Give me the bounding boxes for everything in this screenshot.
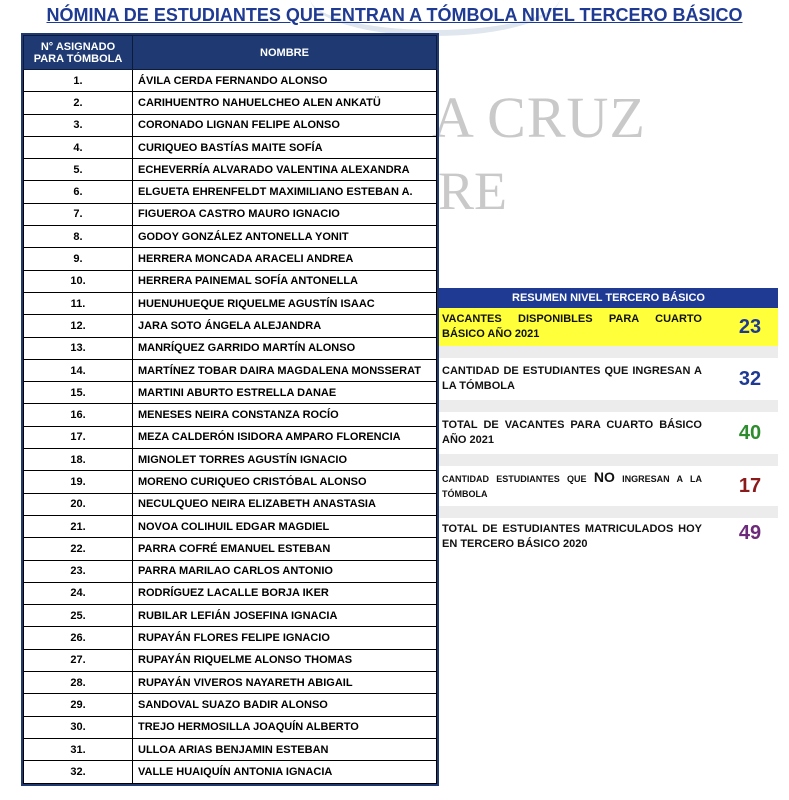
student-name: CORONADO LIGNAN FELIPE ALONSO <box>133 114 437 136</box>
student-name: RODRÍGUEZ LACALLE BORJA IKER <box>133 582 437 604</box>
row-number: 4. <box>24 136 133 158</box>
matriculados-value: 49 <box>738 522 762 544</box>
row-number: 8. <box>24 226 133 248</box>
student-name: MANRÍQUEZ GARRIDO MARTÍN ALONSO <box>133 337 437 359</box>
table-row <box>24 716 437 738</box>
student-name: SANDOVAL SUAZO BADIR ALONSO <box>133 694 437 716</box>
student-name: MENESES NEIRA CONSTANZA ROCÍO <box>133 404 437 426</box>
watermark-line-2: RE <box>438 161 508 221</box>
row-number: 29. <box>24 694 133 716</box>
student-name: PARRA MARILAO CARLOS ANTONIO <box>133 560 437 582</box>
row-number: 13. <box>24 337 133 359</box>
row-number: 18. <box>24 449 133 471</box>
ingresan-label: CANTIDAD DE ESTUDIANTES QUE INGRESAN A LA TÓMBOLA <box>442 365 702 392</box>
total-vacantes-label: TOTAL DE VACANTES PARA CUARTO BÁSICO AÑO 2021 <box>442 419 702 446</box>
vacantes-label: VACANTES DISPONIBLES PARA CUARTO BÁSICO AÑO 2021 <box>442 313 702 340</box>
row-number: 9. <box>24 248 133 270</box>
table-row <box>24 649 437 671</box>
table-row <box>24 92 437 114</box>
matriculados-label: TOTAL DE ESTUDIANTES MATRICULADOS HOY EN TERCERO BÁSICO 2020 <box>442 523 702 550</box>
table-row <box>24 226 437 248</box>
student-name: MARTINI ABURTO ESTRELLA DANAE <box>133 382 437 404</box>
student-name: MEZA CALDERÓN ISIDORA AMPARO FLORENCIA <box>133 426 437 448</box>
row-number: 23. <box>24 560 133 582</box>
table-row <box>24 515 437 537</box>
table-row <box>24 181 437 203</box>
student-name: MORENO CURIQUEO CRISTÓBAL ALONSO <box>133 471 437 493</box>
no-ingresan-label <box>439 470 702 502</box>
table-row <box>24 605 437 627</box>
row-number: 28. <box>24 672 133 694</box>
row-number: 15. <box>24 382 133 404</box>
student-name: VALLE HUAIQUÍN ANTONIA IGNACIA <box>133 761 437 783</box>
students-table <box>23 35 437 784</box>
row-number: 5. <box>24 159 133 181</box>
table-row <box>24 694 437 716</box>
student-name: TREJO HERMOSILLA JOAQUÍN ALBERTO <box>133 716 437 738</box>
summary-row-total-vacantes <box>439 412 778 454</box>
student-name: RUPAYÁN RIQUELME ALONSO THOMAS <box>133 649 437 671</box>
row-number: 1. <box>24 70 133 92</box>
student-name: MIGNOLET TORRES AGUSTÍN IGNACIO <box>133 449 437 471</box>
row-number: 24. <box>24 582 133 604</box>
student-name: RUPAYÁN FLORES FELIPE IGNACIO <box>133 627 437 649</box>
table-row <box>24 248 437 270</box>
row-number: 7. <box>24 203 133 225</box>
student-name: PARRA COFRÉ EMANUEL ESTEBAN <box>133 538 437 560</box>
student-name: ELGUETA EHRENFELDT MAXIMILIANO ESTEBAN A. <box>133 181 437 203</box>
row-number: 31. <box>24 738 133 760</box>
table-row <box>24 203 437 225</box>
row-number: 19. <box>24 471 133 493</box>
table-row <box>24 136 437 158</box>
row-number: 10. <box>24 270 133 292</box>
table-row <box>24 337 437 359</box>
student-name: MARTÍNEZ TOBAR DAIRA MAGDALENA MONSSERAT <box>133 359 437 381</box>
table-row <box>24 315 437 337</box>
row-number: 32. <box>24 761 133 783</box>
row-number: 11. <box>24 292 133 314</box>
row-number: 6. <box>24 181 133 203</box>
row-number: 16. <box>24 404 133 426</box>
column-header-number-line1: N° ASIGNADO <box>40 40 116 53</box>
table-row <box>24 538 437 560</box>
column-header-number <box>24 36 133 70</box>
student-name: GODOY GONZÁLEZ ANTONELLA YONIT <box>133 226 437 248</box>
page-title: NÓMINA DE ESTUDIANTES QUE ENTRAN A TÓMBOLA NIVEL TERCERO BÁSICO <box>46 5 743 25</box>
table-row <box>24 672 437 694</box>
student-name: HUENUHUEQUE RIQUELME AGUSTÍN ISAAC <box>133 292 437 314</box>
table-row <box>24 560 437 582</box>
table-row <box>24 471 437 493</box>
table-row <box>24 738 437 760</box>
summary-panel <box>439 288 778 566</box>
row-number: 26. <box>24 627 133 649</box>
table-row <box>24 114 437 136</box>
table-row <box>24 627 437 649</box>
row-number: 30. <box>24 716 133 738</box>
student-name: NOVOA COLIHUIL EDGAR MAGDIEL <box>133 515 437 537</box>
row-number: 21. <box>24 515 133 537</box>
total-vacantes-value: 40 <box>738 421 762 444</box>
summary-row-ingresan <box>439 358 778 400</box>
student-name: CURIQUEO BASTÍAS MAITE SOFÍA <box>133 136 437 158</box>
table-row <box>24 292 437 314</box>
row-number: 2. <box>24 92 133 114</box>
table-row <box>24 70 437 92</box>
student-name: HERRERA MONCADA ARACELI ANDREA <box>133 248 437 270</box>
row-number: 20. <box>24 493 133 515</box>
summary-row-vacantes <box>439 308 778 346</box>
watermark-line-1: A CRUZ <box>432 85 646 150</box>
row-number: 12. <box>24 315 133 337</box>
table-row <box>24 404 437 426</box>
student-name: FIGUEROA CASTRO MAURO IGNACIO <box>133 203 437 225</box>
table-row <box>24 761 437 783</box>
table-row <box>24 449 437 471</box>
row-number: 17. <box>24 426 133 448</box>
table-row <box>24 382 437 404</box>
table-row <box>24 270 437 292</box>
no-ingresan-value: 17 <box>738 474 762 497</box>
student-name: ECHEVERRÍA ALVARADO VALENTINA ALEXANDRA <box>133 159 437 181</box>
row-number: 14. <box>24 359 133 381</box>
student-name: ULLOA ARIAS BENJAMIN ESTEBAN <box>133 738 437 760</box>
summary-row-no-ingresan <box>439 466 778 506</box>
student-name: HERRERA PAINEMAL SOFÍA ANTONELLA <box>133 270 437 292</box>
row-number: 3. <box>24 114 133 136</box>
no-ingresan-label-a: CANTIDAD ESTUDIANTES QUE <box>442 474 587 484</box>
table-row <box>24 582 437 604</box>
student-name: ÁVILA CERDA FERNANDO ALONSO <box>133 70 437 92</box>
student-name: RUPAYÁN VIVEROS NAYARETH ABIGAIL <box>133 672 437 694</box>
no-ingresan-label-no: NO <box>593 469 615 485</box>
table-header-row <box>24 36 437 70</box>
student-name: CARIHUENTRO NAHUELCHEO ALEN ANKATÜ <box>133 92 437 114</box>
student-name: JARA SOTO ÁNGELA ALEJANDRA <box>133 315 437 337</box>
summary-header: RESUMEN NIVEL TERCERO BÁSICO <box>439 288 778 308</box>
table-row <box>24 426 437 448</box>
ingresan-value: 32 <box>738 367 762 390</box>
table-row <box>24 359 437 381</box>
table-row <box>24 159 437 181</box>
student-name: RUBILAR LEFIÁN JOSEFINA IGNACIA <box>133 605 437 627</box>
no-ingresan-label-c: INGRESAN A LA TÓMBOLA <box>442 474 702 499</box>
table-row <box>24 493 437 515</box>
row-number: 27. <box>24 649 133 671</box>
column-header-name: NOMBRE <box>133 36 437 70</box>
row-number: 22. <box>24 538 133 560</box>
student-name: NECULQUEO NEIRA ELIZABETH ANASTASIA <box>133 493 437 515</box>
row-number: 25. <box>24 605 133 627</box>
vacantes-value: 23 <box>738 315 762 338</box>
summary-row-matriculados <box>439 518 778 566</box>
column-header-number-line2: PARA TÓMBOLA <box>33 52 123 65</box>
